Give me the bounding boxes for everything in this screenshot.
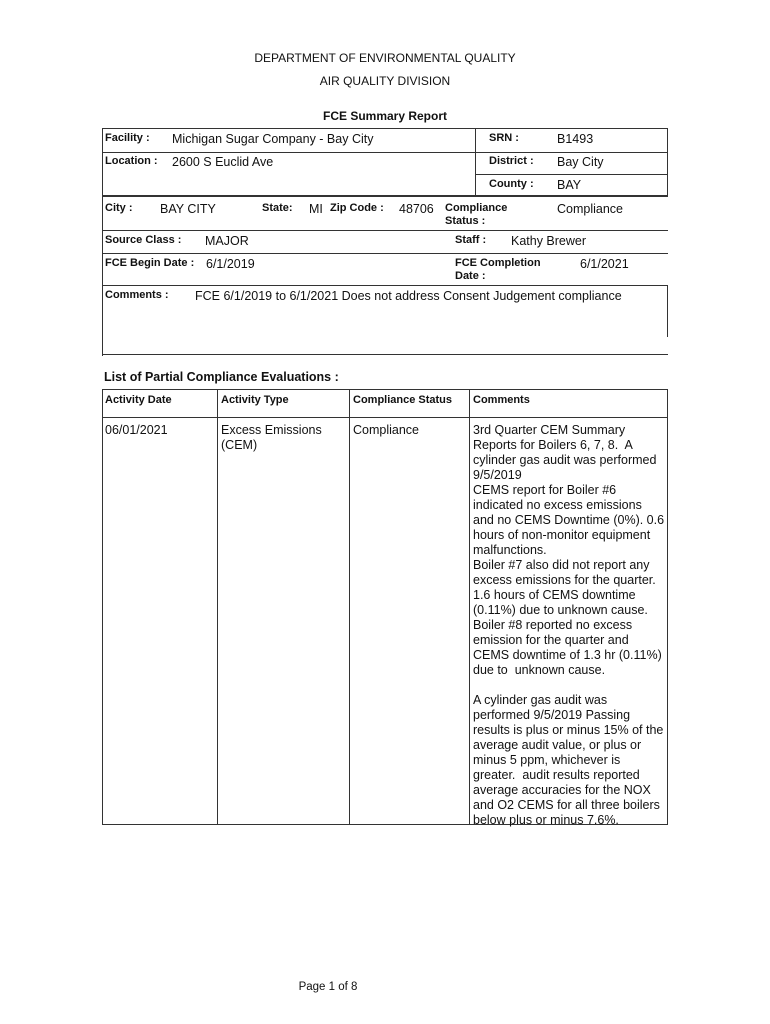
pce-col-border-0	[102, 389, 103, 825]
county-value: BAY	[557, 178, 582, 192]
summary-row-line-6	[102, 285, 668, 286]
staff-value: Kathy Brewer	[511, 234, 587, 248]
summary-left-border	[102, 196, 103, 356]
summary-bottom-border	[102, 354, 668, 355]
state-value: MI	[309, 202, 323, 216]
summary-row-line-4	[102, 230, 668, 231]
location-value: 2600 S Euclid Ave	[172, 155, 274, 169]
source-class-value: MAJOR	[205, 234, 249, 248]
summary-row-line-5	[102, 253, 668, 254]
summary-row-line-3	[102, 196, 668, 197]
pce-row-type: Excess Emissions (CEM)	[221, 423, 322, 452]
division-heading: AIR QUALITY DIVISION	[319, 74, 451, 88]
pce-section-title: List of Partial Compliance Evaluations :	[104, 370, 339, 384]
fce-begin-label: FCE Begin Date :	[105, 257, 195, 269]
summary-right-border	[667, 285, 668, 337]
state-label: State:	[262, 202, 293, 214]
comments-value: FCE 6/1/2019 to 6/1/2021 Does not address Consent Judgement compliance	[195, 289, 622, 303]
zip-value: 48706	[399, 202, 434, 216]
compliance-status-value: Compliance	[557, 202, 624, 216]
srn-label: SRN :	[489, 132, 519, 144]
pce-col-border-3	[469, 389, 470, 825]
page-number: Page 1 of 8	[298, 981, 358, 993]
district-label: District :	[489, 155, 534, 167]
pce-row-date: 06/01/2021	[105, 423, 168, 437]
staff-label: Staff :	[455, 234, 487, 246]
summary-divider	[475, 128, 476, 196]
facility-label: Facility :	[105, 132, 150, 144]
pce-header-activity-date: Activity Date	[105, 394, 172, 406]
pce-col-border-1	[217, 389, 218, 825]
pce-row-comments: 3rd Quarter CEM Summary Reports for Boilers 6, 7, 8. A cylinder gas audit was performed 9/5/2019 CEMS report for Boiler #6 indicated no excess emissions and no CEMS Downtime (0%). 0.6 hours of non-monitor equipment malfunctions. Boiler #7 also did not report any excess emissions for the quarter. 1.6 hours of CEMS downtime (0.11%) due to unknown cause. Boiler #8 reported no excess emission for the quarter and CEMS downtime of 1.3 hr (0.11%) due to unknown cause. A cylinder gas audit was performed 9/5/2019 Passing results is plus or minus 15% of the average audit value, or plus or minus 5 ppm, whichever is greater. audit results reported average accuracies for the NOX and O2 CEMS for all three boilers below plus or minus 7.6%.	[473, 423, 665, 827]
source-class-label: Source Class :	[105, 234, 182, 246]
fce-completion-value: 6/1/2021	[580, 257, 629, 271]
pce-header-comments: Comments	[473, 394, 530, 406]
report-title: FCE Summary Report	[322, 109, 448, 123]
pce-row-status: Compliance	[353, 423, 420, 437]
zip-label: Zip Code :	[330, 202, 384, 214]
location-label: Location :	[105, 155, 158, 167]
comments-label: Comments :	[105, 289, 169, 301]
pce-header-compliance-status: Compliance Status	[353, 394, 453, 406]
county-label: County :	[489, 178, 534, 190]
district-value: Bay City	[557, 155, 604, 169]
facility-value: Michigan Sugar Company - Bay City	[172, 132, 374, 146]
pce-header-activity-type: Activity Type	[221, 394, 289, 406]
summary-row-line-1	[102, 152, 668, 153]
pce-header-line	[102, 417, 668, 418]
department-heading: DEPARTMENT OF ENVIRONMENTAL QUALITY	[254, 51, 516, 65]
pce-table-top	[102, 389, 668, 390]
fce-completion-label: FCE Completion Date :	[455, 257, 541, 282]
srn-value: B1493	[557, 132, 594, 146]
summary-row-line-2	[475, 174, 668, 175]
city-label: City :	[105, 202, 133, 214]
pce-col-border-2	[349, 389, 350, 825]
fce-begin-value: 6/1/2019	[206, 257, 255, 271]
compliance-status-label: Compliance Status :	[445, 202, 508, 227]
city-value: BAY CITY	[160, 202, 216, 216]
